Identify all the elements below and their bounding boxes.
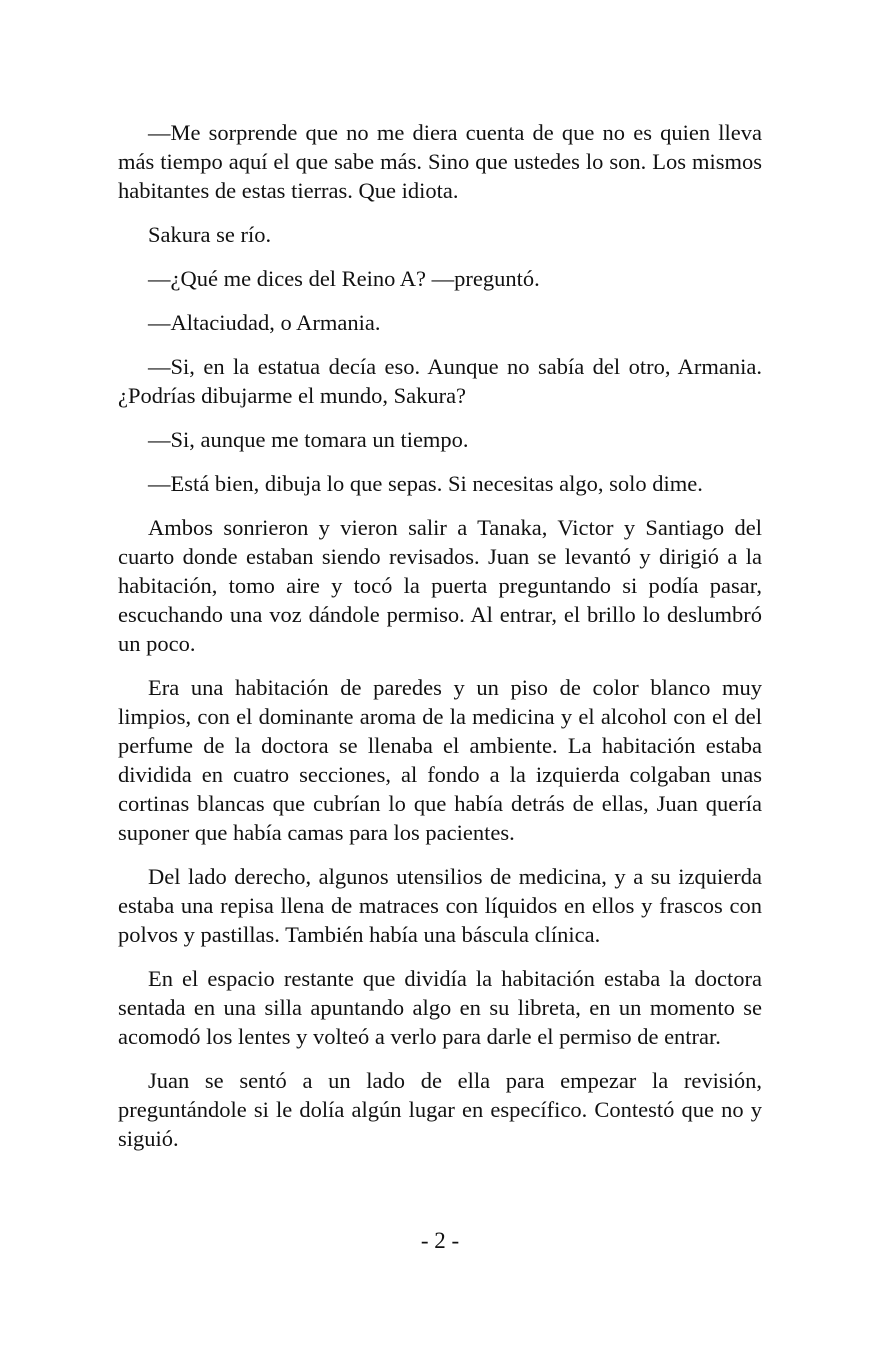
paragraph: —¿Qué me dices del Reino A? —preguntó. xyxy=(148,266,540,291)
paragraph: Del lado derecho, algunos utensilios de medicina, y a su izquierda estaba una repisa llena de matraces con líquidos en ellos y frascos con polvos y pastillas. También había una báscula clínica. xyxy=(118,864,762,947)
paragraph: —Altaciudad, o Armania. xyxy=(148,310,381,335)
paragraph: —Me sorprende que no me diera cuenta de que no es quien lleva más tiempo aquí el que sabe más. Sino que ustedes lo son. Los mismos habitantes de estas tierras. Que idiota. xyxy=(118,120,762,203)
page-number: - 2 - xyxy=(420,1228,460,1253)
paragraph: —Si, aunque me tomara un tiempo. xyxy=(148,427,469,452)
paragraph: Ambos sonrieron y vieron salir a Tanaka, Victor y Santiago del cuarto donde estaban siendo revisados. Juan se levantó y dirigió a la habitación, tomo aire y tocó la puerta preguntando si podía pasar, escuchando una voz dándole permiso. Al entrar, el brillo lo deslumbró un poco. xyxy=(118,515,762,656)
paragraph: —Está bien, dibuja lo que sepas. Si necesitas algo, solo dime. xyxy=(148,471,703,496)
paragraph: —Si, en la estatua decía eso. Aunque no sabía del otro, Armania. ¿Podrías dibujarme el mundo, Sakura? xyxy=(118,354,762,408)
paragraph: En el espacio restante que dividía la habitación estaba la doctora sentada en una silla apuntando algo en su libreta, en un momento se acomodó los lentes y volteó a verlo para darle el permiso de entrar. xyxy=(118,966,762,1049)
paragraph: Sakura se río. xyxy=(148,222,272,247)
paragraph: Juan se sentó a un lado de ella para empezar la revisión, preguntándole si le dolía algún lugar en específico. Contestó que no y siguió. xyxy=(118,1068,762,1151)
page-body xyxy=(118,118,762,1168)
paragraph: Era una habitación de paredes y un piso de color blanco muy limpios, con el dominante aroma de la medicina y el alcohol con el del perfume de la doctora se llenaba el ambiente. La habitación estaba dividida en cuatro secciones, al fondo a la izquierda colgaban unas cortinas blancas que cubrían lo que había detrás de ellas, Juan quería suponer que había camas para los pacientes. xyxy=(118,675,762,845)
